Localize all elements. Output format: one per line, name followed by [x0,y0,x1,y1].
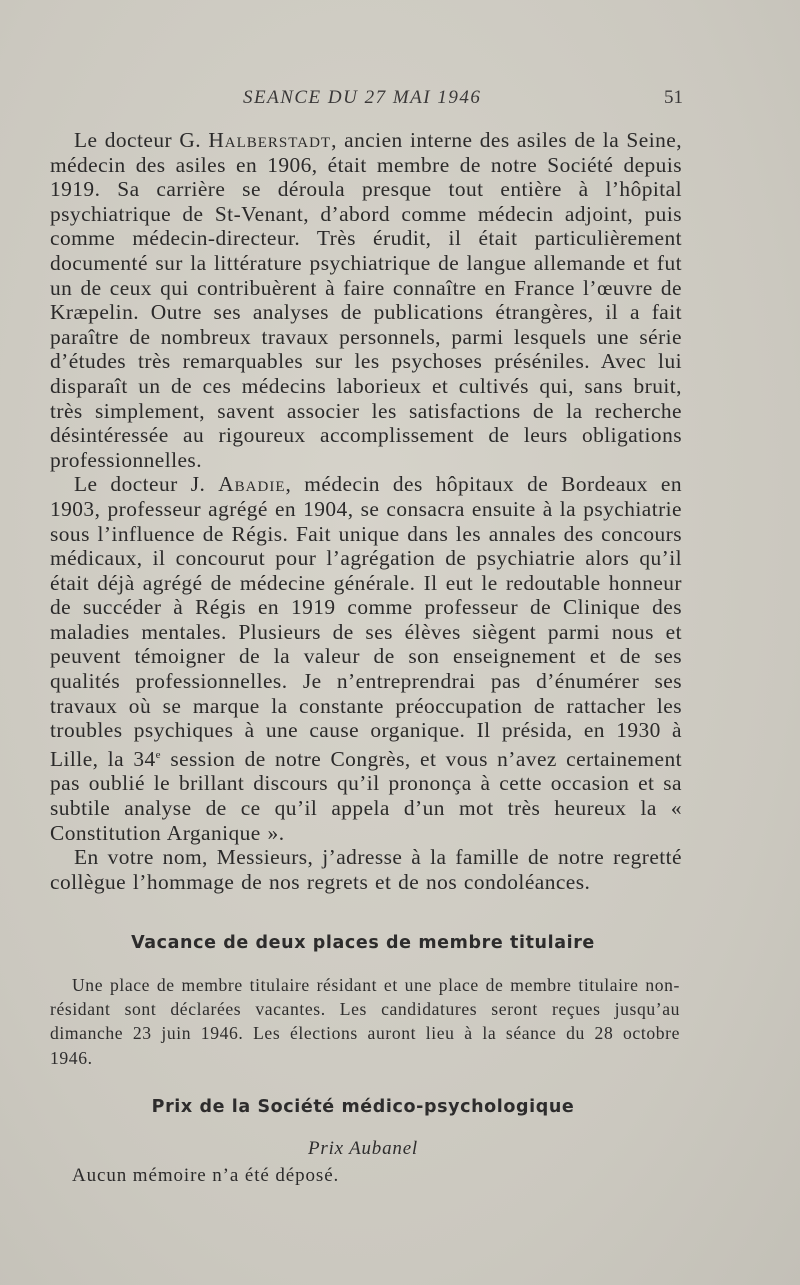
paragraph-prix: Aucun mémoire n’a été déposé. [72,1165,340,1186]
subheading-prix-aubanel: Prix Aubanel [307,1138,419,1159]
paragraph-text: Le docteur G. [74,128,209,152]
main-text [50,128,682,894]
running-title: SEANCE DU 27 MAI 1946 [243,87,482,108]
paragraph-halberstadt [50,128,682,472]
page-number: 51 [664,87,683,108]
superscript: e [155,748,162,761]
paragraph-text: , médecin des hôpitaux de Bordeaux en 1903, professeur agrégé en 1904, se consacra ensuite à la psychiatrie sous l’influence de Régis. Fait unique dans les annales des concours médicaux, il concourut pour l’agrégation de psychiatrie alors qu’il était déjà agrégé de médecine générale. Il eut le redoutable honneur de succéder à Régis en 1919 comme professeur de Clinique des maladies mentales. Plusieurs de ses élèves siègent parmi nous et peuvent témoigner de la valeur de son enseignement et de ses qualités professionnelles. Je n’entreprendrai pas d’énumérer ses travaux où se marque la constante préoccupation de rattacher les troubles psychiques à une cause organique. Il présida, en 1930 à Lille, la 34 [50,472,682,771]
paragraph-abadie [50,472,682,845]
person-name: Abadie [218,472,286,497]
paragraph-condolences: En votre nom, Messieurs, j’adresse à la famille de notre regretté collègue l’hommage de nos regrets et de nos condoléances. [50,845,682,894]
paragraph-text: Le docteur J. [74,472,219,497]
section-heading-vacance: Vacance de deux places de membre titulaire [131,933,595,953]
paragraph-vacance: Une place de membre titulaire résidant et une place de membre titulaire non-résidant sont déclarées vacantes. Les candidatures seront reçues jusqu’au dimanche 23 juin 1946. Les élections auront lieu à la séance du 28 octobre 1946. [50,975,680,1068]
paragraph-text: , ancien interne des asiles de la Seine, médecin des asiles en 1906, était membre de notre Société depuis 1919. Sa carrière se déroula presque tout entière à l’hôpital psychiatrique de St-Venant, d’abord comme médecin adjoint, puis comme médecin-directeur. Très érudit, il était particulièrement documenté sur la littérature psychiatrique de langue allemande et fut un de ceux qui contribuèrent à faire connaître en France l’œuvre de Kræpelin. Outre ses analyses de publications étrangères, il a fait paraître de nombreux travaux personnels, parmi lesquels une série d’études très remarquables sur les psychoses préséniles. Avec lui disparaît un de ces médecins laborieux et cultivés qui, sans bruit, très simplement, savent associer les satisfactions de la recherche désintéressée au rigoureux accomplissement de leurs obligations professionnelles. [50,128,682,472]
paragraph-text: session de notre Congrès, et vous n’avez certainement pas oublié le brillant discours qu’il prononça à cette occasion et sa subtile analyse de ce qu’il appela d’un mot très heureux la « Constitution Arganique ». [50,746,682,845]
section-heading-prix: Prix de la Société médico-psychologique [151,1097,575,1117]
person-name: Halberstadt [208,128,332,152]
running-head [0,87,800,111]
vacance-text-block [50,973,680,1070]
